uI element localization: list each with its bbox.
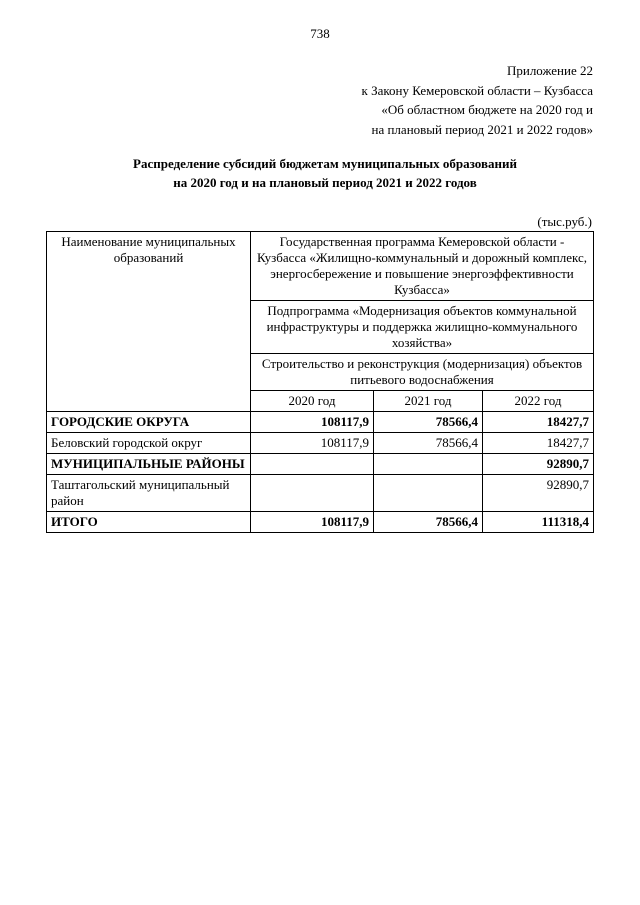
row-name: ИТОГО (47, 512, 251, 533)
value-2021 (374, 454, 483, 475)
value-2021 (374, 475, 483, 512)
value-2022: 18427,7 (483, 433, 594, 454)
row-name: Беловский городской округ (47, 433, 251, 454)
appendix-reference (233, 61, 593, 139)
total-row (47, 512, 594, 533)
appendix-line: к Закону Кемеровской области – Кузбасса (361, 82, 593, 98)
year-header-2021: 2021 год (374, 391, 483, 412)
page-number: 738 (310, 26, 330, 41)
document-title (60, 154, 590, 192)
year-header-2020: 2020 год (251, 391, 374, 412)
value-2020: 108117,9 (251, 433, 374, 454)
value-2021: 78566,4 (374, 412, 483, 433)
value-2022: 18427,7 (483, 412, 594, 433)
value-2021: 78566,4 (374, 512, 483, 533)
table-row (47, 433, 594, 454)
appendix-line: Приложение 22 (506, 63, 593, 78)
units-label: (тыс.руб.) (537, 214, 592, 229)
table-row (47, 412, 594, 433)
table-row (47, 454, 594, 475)
value-2022: 111318,4 (483, 512, 594, 533)
header-row (47, 232, 594, 301)
title-line: на 2020 год и на плановый период 2021 и 2022 годов (173, 175, 477, 190)
name-column-header: Наименование муниципальных образований (47, 232, 251, 412)
year-header-2022: 2022 год (483, 391, 594, 412)
value-2020: 108117,9 (251, 512, 374, 533)
appendix-line: на плановый период 2021 и 2022 годов» (371, 121, 593, 137)
title-line: Распределение субсидий бюджетам муниципальных образований (133, 156, 517, 171)
table-row (47, 475, 594, 512)
value-2020: 108117,9 (251, 412, 374, 433)
value-2020 (251, 475, 374, 512)
row-name: Таштагольский муниципальный район (47, 475, 251, 512)
value-2022: 92890,7 (483, 454, 594, 475)
value-2022: 92890,7 (483, 475, 594, 512)
program-header: Государственная программа Кемеровской области - Кузбасса «Жилищно-коммунальный и дорожный комплекс, энергосбережение и повышение энергоэффективности Кузбасса» (251, 232, 594, 301)
subprogram-header: Подпрограмма «Модернизация объектов коммунальной инфраструктуры и поддержка жилищно-коммунального хозяйства» (251, 301, 594, 354)
row-name: ГОРОДСКИЕ ОКРУГА (47, 412, 251, 433)
subsidy-table (46, 231, 594, 533)
row-name: МУНИЦИПАЛЬНЫЕ РАЙОНЫ (47, 454, 251, 475)
measure-header: Строительство и реконструкция (модернизация) объектов питьевого водоснабжения (251, 354, 594, 391)
appendix-line: «Об областном бюджете на 2020 год и (381, 102, 593, 117)
value-2020 (251, 454, 374, 475)
value-2021: 78566,4 (374, 433, 483, 454)
